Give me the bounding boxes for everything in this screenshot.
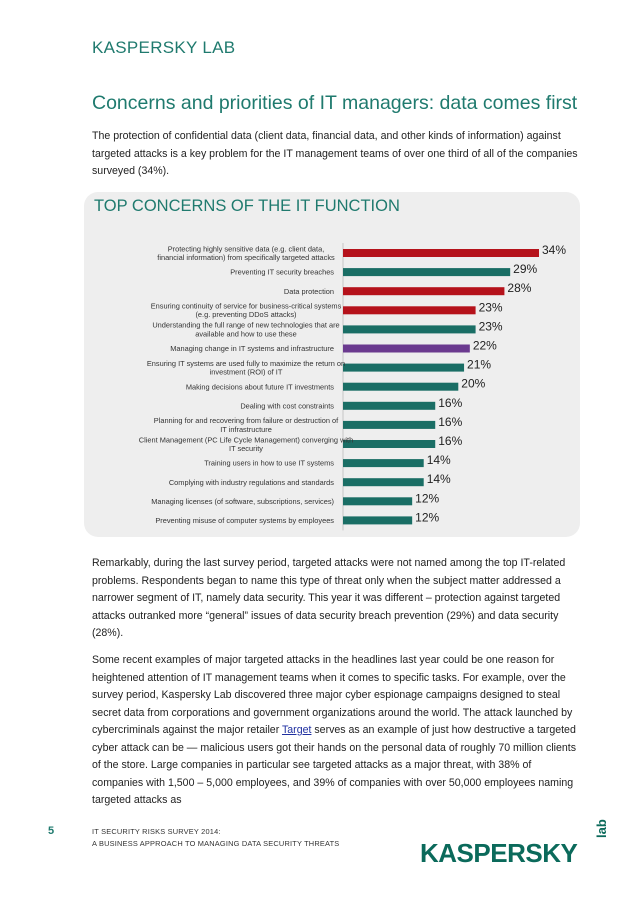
value-label-10: 16%: [438, 434, 463, 448]
bar-13: [343, 497, 412, 505]
footer-line-1: IT SECURITY RISKS SURVEY 2014:: [92, 827, 221, 836]
value-label-13: 12%: [415, 491, 440, 506]
bar-9: [343, 421, 435, 429]
value-label-6: 21%: [467, 357, 492, 372]
value-label-0: 34%: [542, 243, 567, 257]
brand-header: KASPERSKY LAB: [92, 38, 236, 57]
bar-3: [343, 306, 476, 314]
category-label-5: Managing change in IT systems and infrastructure: [170, 344, 334, 354]
kaspersky-logo-lab: lab: [594, 819, 609, 838]
chart-title: TOP CONCERNS OF THE IT FUNCTION: [94, 197, 400, 215]
category-label-11: Training users in how to use IT systems: [204, 458, 334, 468]
value-label-9: 16%: [438, 414, 463, 429]
category-label-8: Dealing with cost constraints: [240, 401, 334, 411]
bar-4: [343, 325, 476, 333]
bar-14: [343, 516, 412, 524]
category-label-0: Protecting highly sensitive data (e.g. client data, financial information) from specifically targeted attacks: [157, 244, 335, 262]
value-label-11: 14%: [426, 453, 451, 468]
category-label-7: Making decisions about future IT investments: [185, 382, 334, 392]
value-label-7: 20%: [461, 376, 486, 391]
bar-0: [343, 249, 539, 257]
value-label-8: 16%: [438, 395, 463, 410]
category-label-10: Client Management (PC Life Cycle Management) converging with IT security: [138, 435, 354, 453]
category-label-1: Preventing IT security breaches: [230, 267, 334, 277]
page-number: 5: [48, 825, 55, 837]
category-label-6: Ensuring IT systems are used fully to maximize the return on investment (ROI) of IT: [146, 358, 346, 377]
value-label-12: 14%: [426, 472, 451, 487]
body-paragraph-2: Remarkably, during the last survey period, targeted attacks were not named among the top IT-related problems. Respondents began to name this type of threat only when the subject matter addressed a narrower segment of IT, namely data security. This year it was different – protection against targeted attacks outranked more “general” issues of data security breach prevention (29%) and data security (28%).: [92, 557, 566, 639]
bar-2: [343, 287, 504, 295]
intro-paragraph: The protection of confidential data (client data, financial data, and other kinds of information) against targeted attacks is a key problem for the IT management teams of over one third of all of the companies surveyed (34%).: [92, 130, 578, 177]
value-label-5: 22%: [472, 338, 497, 353]
category-label-9: Planning for and recovering from failure or destruction of IT infrastructure: [153, 416, 339, 434]
bar-10: [343, 440, 435, 448]
footer-line-2: A BUSINESS APPROACH TO MANAGING DATA SECURITY THREATS: [92, 839, 340, 848]
top-concerns-chart: [84, 192, 580, 537]
category-label-4: Understanding the full range of new technologies that are available and how to use these: [152, 320, 340, 339]
bar-1: [343, 268, 510, 276]
value-label-2: 28%: [507, 281, 532, 296]
value-label-4: 23%: [478, 319, 503, 334]
value-label-3: 23%: [478, 300, 503, 315]
footer-caption: [92, 826, 339, 850]
section-title: Concerns and priorities of IT managers: data comes first: [92, 92, 578, 114]
category-label-3: Ensuring continuity of service for business-critical systems (e.g. preventing DDoS attacks): [150, 301, 342, 320]
value-label-1: 29%: [513, 262, 538, 277]
bar-7: [343, 383, 458, 391]
kaspersky-logo: KASPERSKY: [420, 838, 578, 868]
para3-text-before: Some recent examples of major targeted attacks in the headlines last year could be one reason for heightened attention of IT management teams when it comes to specific tasks. For example, over the survey period, Kaspersky Lab discovered three major cyber espionage campaigns designed to steal secret data from corporations and government organizations around the world. The attack launched by cybercriminals against the major retailer: [92, 654, 573, 736]
bar-11: [343, 459, 424, 467]
bar-6: [343, 364, 464, 372]
bar-12: [343, 478, 424, 486]
target-link[interactable]: Target: [281, 724, 312, 736]
category-label-13: Managing licenses (of software, subscriptions, services): [151, 496, 334, 506]
value-label-14: 12%: [415, 510, 440, 525]
bar-5: [343, 345, 470, 353]
para3-text-after: serves as an example of just how destructive a targeted cyber attack can be — malicious users got their hands on the personal data of roughly 70 million clients of the store. Large companies in particular see targeted attacks as a major threat, with 38% of companies with 1,500 – 5,000 employees, and 39% of companies with over 50,000 employees naming targeted attacks as: [92, 724, 577, 806]
category-label-2: Data protection: [283, 286, 334, 296]
body-paragraph-3: [92, 652, 578, 810]
category-label-12: Complying with industry regulations and standards: [168, 477, 334, 487]
bar-8: [343, 402, 435, 410]
category-label-14: Preventing misuse of computer systems by employees: [155, 516, 334, 525]
